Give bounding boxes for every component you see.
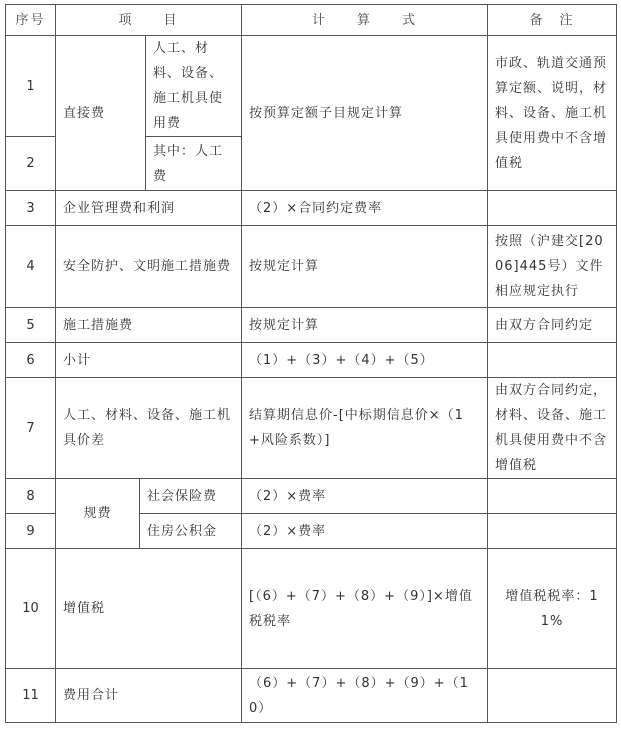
formula-cell: （2）×费率 — [242, 479, 488, 514]
remark-cell: 由双方合同约定，材料、设备、施工机具使用费中不含增值税 — [488, 378, 617, 479]
item-cell: 人工、材料、设备、施工机具价差 — [56, 378, 242, 479]
cost-calculation-table — [5, 4, 617, 723]
row-number: 7 — [6, 378, 56, 479]
table-row — [6, 669, 617, 723]
item-cell: 小计 — [56, 343, 242, 378]
formula-cell: 按预算定额子目规定计算 — [242, 36, 488, 191]
table-row — [6, 36, 617, 137]
row-number: 11 — [6, 669, 56, 723]
remark-cell: 由双方合同约定 — [488, 308, 617, 343]
row-number: 9 — [6, 514, 56, 549]
row-number: 3 — [6, 191, 56, 226]
item-cell: 增值税 — [56, 549, 242, 669]
header-item: 项 目 — [56, 5, 242, 36]
table-row — [6, 191, 617, 226]
remark-cell: 增值税税率：11% — [488, 549, 617, 669]
item-cell: 直接费 — [56, 36, 146, 191]
formula-cell: （2）×费率 — [242, 514, 488, 549]
formula-cell: 按规定计算 — [242, 226, 488, 308]
remark-cell — [488, 514, 617, 549]
table-row — [6, 308, 617, 343]
row-number: 6 — [6, 343, 56, 378]
formula-cell: （6）+（7）+（8）+（9）+（10） — [242, 669, 488, 723]
remark-cell — [488, 343, 617, 378]
item-cell: 企业管理费和利润 — [56, 191, 242, 226]
group-cell: 规费 — [56, 479, 140, 549]
row-number: 4 — [6, 226, 56, 308]
row-number: 2 — [6, 137, 56, 191]
table-row — [6, 549, 617, 669]
formula-cell: 结算期信息价-[中标期信息价×（1+风险系数）] — [242, 378, 488, 479]
formula-cell: （1）+（3）+（4）+（5） — [242, 343, 488, 378]
sub-item-cell: 人工、材料、设备、施工机具使用费 — [146, 36, 242, 137]
remark-cell: 市政、轨道交通预算定额、说明，材料、设备、施工机具使用费中不含增值税 — [488, 36, 617, 191]
row-number: 1 — [6, 36, 56, 137]
item-cell: 施工措施费 — [56, 308, 242, 343]
table-row — [6, 378, 617, 479]
remark-cell — [488, 191, 617, 226]
table-header-row — [6, 5, 617, 36]
sub-item-cell: 住房公积金 — [140, 514, 242, 549]
header-remark: 备 注 — [488, 5, 617, 36]
remark-cell — [488, 669, 617, 723]
formula-cell: [（6）+（7）+（8）+（9）]×增值税税率 — [242, 549, 488, 669]
row-number: 10 — [6, 549, 56, 669]
header-formula: 计 算 式 — [242, 5, 488, 36]
row-number: 5 — [6, 308, 56, 343]
item-cell: 安全防护、文明施工措施费 — [56, 226, 242, 308]
remark-cell: 按照（沪建交[2006]445号）文件相应规定执行 — [488, 226, 617, 308]
formula-cell: 按规定计算 — [242, 308, 488, 343]
header-no: 序号 — [6, 5, 56, 36]
sub-item-cell: 社会保险费 — [140, 479, 242, 514]
row-number: 8 — [6, 479, 56, 514]
table-row — [6, 479, 617, 514]
table-row — [6, 343, 617, 378]
item-cell: 费用合计 — [56, 669, 242, 723]
table-row — [6, 226, 617, 308]
remark-cell — [488, 479, 617, 514]
formula-cell: （2）×合同约定费率 — [242, 191, 488, 226]
sub-item-cell: 其中：人工费 — [146, 137, 242, 191]
